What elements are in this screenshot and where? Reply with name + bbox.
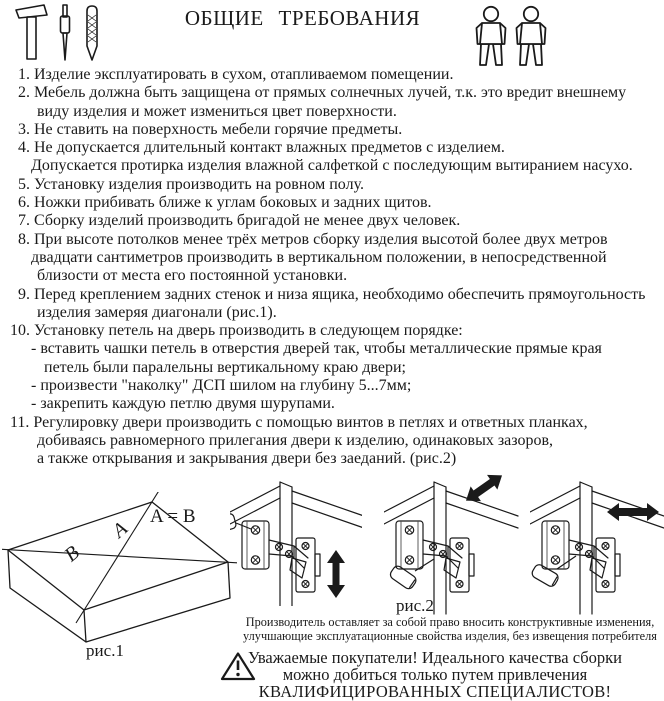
fig1-diagonal-a-label: A [108, 517, 132, 543]
list-line: 4. Не допускается длительный контакт влажных предметов с изделием. [18, 139, 505, 157]
warning-line: КВАЛИФИЦИРОВАННЫХ СПЕЦИАЛИСТОВ! [258, 681, 612, 701]
list-line: - произвести "наколку" ДСП шилом на глубину 5...7мм; [31, 377, 412, 395]
fig2-hinge-diagonal-adjust [384, 466, 524, 616]
manufacturer-disclaimer [238, 616, 662, 644]
fig2-hinge-vertical-adjust [230, 466, 362, 606]
awl-icon [87, 6, 97, 60]
buyers-warning [200, 650, 664, 701]
list-line: 11. Регулировку двери производить с помощью винтов в петлях и ответных планках, [10, 413, 588, 431]
disclaimer-line: улучшающие эксплуатационные свойства изделия, без извещения потребителя [243, 628, 657, 643]
list-line: Допускается протирка изделия влажной салфеткой с последующим вытиранием насухо. [31, 157, 633, 175]
list-line: петель были паралельны вертикальному краю двери; [44, 358, 406, 376]
list-line: виду изделия и может измениться цвет поверхности. [37, 102, 397, 120]
list-line: 5. Установку изделия производить на ровном полу. [18, 175, 364, 193]
list-line: 8. При высоте потолков менее трёх метров сборку изделия высотой более двух метров [18, 230, 608, 248]
list-line: 9. Перед креплением задних стенок и низа ящика, необходимо обеспечить прямоугольность [18, 285, 646, 303]
list-line: близости от места его постоянной установки. [37, 267, 348, 285]
two-persons-icon [474, 5, 559, 67]
fig2-hinge-horizontal-adjust [530, 466, 664, 616]
list-line: - вставить чашки петель в отверстия дверей так, чтобы металлические прямые края [31, 340, 602, 358]
list-line: двадцати сантиметров производить в вертикальном положении, в непосредственной [31, 248, 607, 266]
page-title: ОБЩИЕ ТРЕБОВАНИЯ [184, 6, 421, 30]
list-line: - закрепить каждую петлю двумя шурупами. [31, 395, 335, 413]
tools-icon [14, 3, 109, 63]
list-line: 6. Ножки прибивать ближе к углам боковых и задних щитов. [18, 194, 432, 212]
list-line: 1. Изделие эксплуатировать в сухом, отапливаемом помещении. [18, 66, 454, 83]
list-line: 7. Сборку изделий производить бригадой не менее двух человек. [18, 212, 461, 230]
list-line: 10. Установку петель на дверь производить в следующем порядке: [10, 322, 463, 340]
disclaimer-line: Производитель оставляет за собой право вносить конструктивные изменения, [245, 615, 655, 629]
fig1-caption: рис.1 [86, 641, 124, 660]
list-line: изделия замеряя диагонали (рис.1). [37, 303, 277, 321]
requirements-list [0, 66, 664, 469]
screwdriver-icon [530, 556, 576, 588]
warning-line: можно добиться только путем привлечения [282, 664, 588, 684]
hammer-icon [16, 5, 47, 59]
list-line: 2. Мебель должна быть защищена от прямых солнечных лучей, т.к. это вредит внешнему [18, 84, 627, 102]
warning-line: Уважаемые покупатели! Идеального качества сборки [248, 648, 622, 667]
list-line: а также открывания и закрывания двери без заеданий. (рис.2) [37, 450, 457, 468]
screwdriver-icon [61, 5, 70, 60]
fig1-box-diagonals [2, 492, 237, 644]
fig2-caption: рис.2 [396, 596, 434, 615]
vertical-double-arrow [327, 550, 345, 598]
list-line: добиваясь равномерного прилегания двери к изделию, одинаковых зазоров, [37, 431, 554, 449]
fig1-diagonal-b-label: B [60, 541, 84, 567]
fig1-equation: A = B [150, 506, 196, 527]
diagonal-double-arrow [461, 468, 507, 508]
list-line: 3. Не ставить на поверхность мебели горячие предметы. [18, 120, 403, 138]
